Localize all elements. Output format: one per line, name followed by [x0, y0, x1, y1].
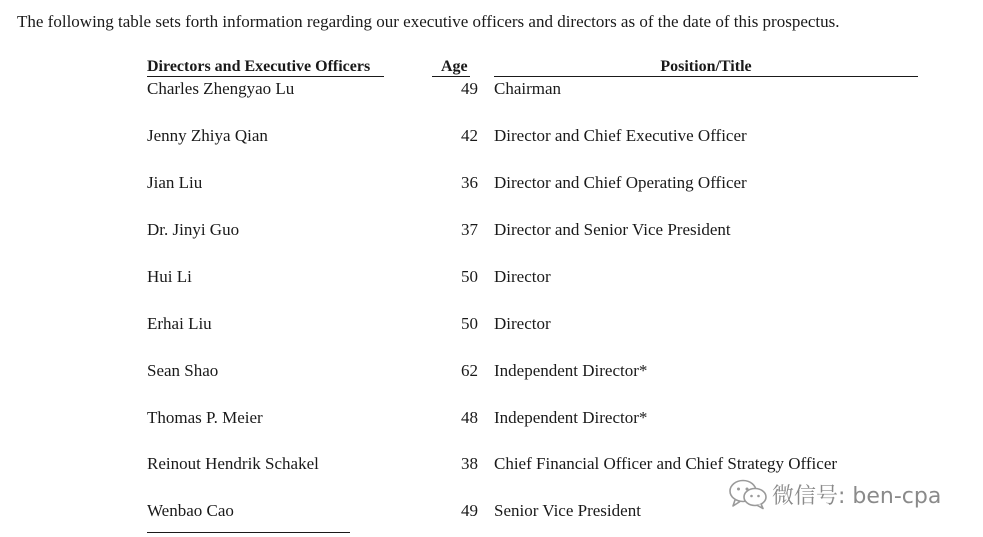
table-row [0, 219, 983, 241]
table-row [0, 172, 983, 194]
officer-position: Senior Vice President [494, 501, 641, 520]
officer-age: 50 [461, 314, 478, 333]
table-row [0, 407, 983, 429]
officer-position: Chief Financial Officer and Chief Strategy Officer [494, 454, 838, 473]
officer-position: Director and Senior Vice President [494, 220, 731, 239]
officer-position: Director [494, 267, 551, 286]
officer-age: 42 [461, 126, 478, 145]
header-age: Age [441, 58, 468, 75]
table-row [0, 266, 983, 288]
officer-name: Sean Shao [147, 361, 219, 380]
wechat-icon [728, 478, 768, 510]
officer-age: 62 [461, 361, 478, 380]
officer-age: 49 [461, 79, 478, 98]
watermark-text: 微信号: ben-cpa [772, 483, 942, 509]
header-rule-position [494, 76, 918, 77]
officer-name: Wenbao Cao [147, 501, 234, 520]
table-row [0, 78, 983, 100]
officer-name: Reinout Hendrik Schakel [147, 454, 319, 473]
table-row [0, 313, 983, 335]
officer-name: Dr. Jinyi Guo [147, 220, 240, 239]
header-rule-name [147, 76, 384, 77]
officer-name: Jenny Zhiya Qian [147, 126, 268, 145]
officer-age: 38 [461, 454, 478, 473]
officer-age: 36 [461, 173, 478, 192]
footnote-rule [147, 532, 350, 533]
officer-position: Director and Chief Operating Officer [494, 173, 747, 192]
officer-age: 48 [461, 408, 478, 427]
table-row [0, 453, 983, 475]
intro-paragraph: The following table sets forth information regarding our executive officers and directors as of the date of this prospectus. [17, 12, 840, 31]
header-rule-age [432, 76, 470, 77]
officer-position: Chairman [494, 79, 562, 98]
officer-position: Independent Director* [494, 408, 648, 427]
officer-name: Erhai Liu [147, 314, 212, 333]
officer-age: 37 [461, 220, 478, 239]
header-position: Position/Title [660, 58, 752, 75]
officer-position: Independent Director* [494, 361, 648, 380]
officer-position: Director and Chief Executive Officer [494, 126, 747, 145]
officer-age: 49 [461, 501, 478, 520]
officer-age: 50 [461, 267, 478, 286]
header-name: Directors and Executive Officers [147, 58, 371, 75]
table-row [0, 360, 983, 382]
officer-name: Jian Liu [147, 173, 203, 192]
watermark [728, 478, 941, 510]
officer-position: Director [494, 314, 551, 333]
officer-name: Thomas P. Meier [147, 408, 263, 427]
officer-name: Hui Li [147, 267, 192, 286]
table-row [0, 125, 983, 147]
officer-name: Charles Zhengyao Lu [147, 79, 295, 98]
